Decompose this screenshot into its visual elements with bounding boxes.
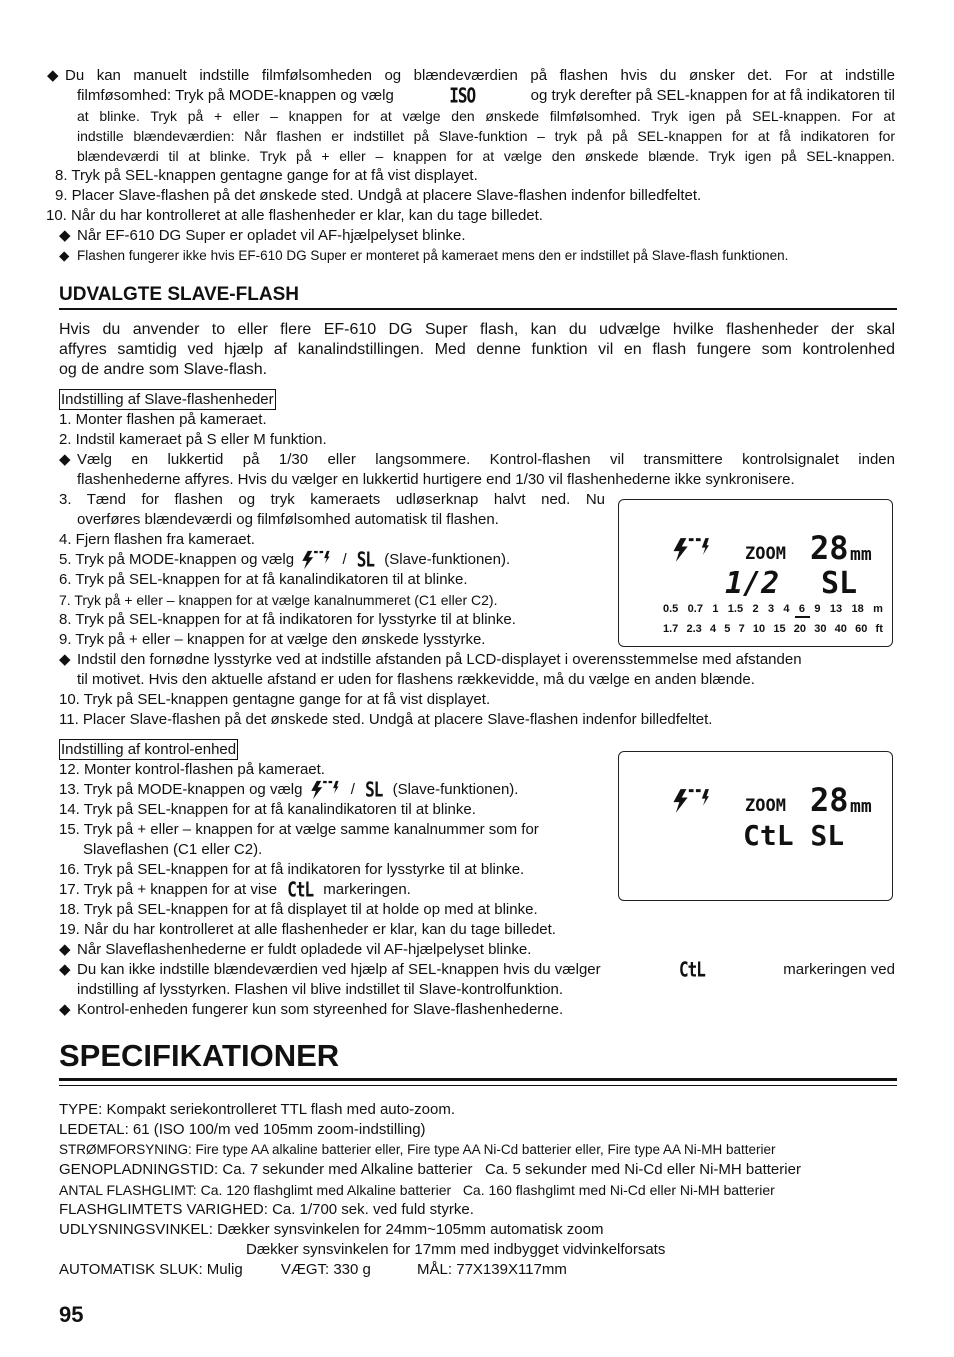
control-step-17: 17. Tryk på + knappen for at vise CtL markeringen. [59, 877, 411, 902]
slave-step-1: 1. Monter flashen på kameraet. [59, 411, 267, 428]
sl-display-glyph: SL [356, 547, 375, 572]
slave-step-2: 2. Indstil kameraet på S eller M funktion. [59, 431, 327, 448]
spec-power: STRØMFORSYNING: Fire type AA alkaline batterier eller, Fire type AA Ni-Cd batterier eller, Fire type AA Ni-MH batterier [59, 1142, 776, 1158]
diamond-bullet-icon: ◆ [59, 451, 71, 468]
feet-scale-value: 60 [855, 623, 868, 635]
meter-scale-value: 1.5 [727, 603, 744, 615]
spec-weight: VÆGT: 330 g [280, 1261, 371, 1279]
section-para-line1: Hvis du anvender to eller flere EF-610 DG Super flash, kan du udvælge hvilke flashenheder der skal [59, 321, 895, 338]
mode-indicator: SL [821, 566, 858, 601]
feet-scale-value: 15 [773, 623, 786, 635]
meter-scale-value: 13 [829, 603, 843, 615]
spec-angle-line1: UDLYSNINGSVINKEL: Dækker synsvinkelen for 24mm~105mm automatisk zoom [59, 1221, 604, 1239]
spec-misc [59, 1260, 895, 1280]
ctl-display-glyph: CtL [678, 957, 705, 982]
step-10: 10. Når du har kontrolleret at alle flashenheder er klar, kan du tage billedet. [46, 207, 543, 224]
slave-step-8: 8. Tryk på SEL-knappen for at få indikatoren for lysstyrke til at blinke. [59, 611, 516, 629]
diamond-bullet-icon: ◆ [59, 248, 70, 263]
control-mode-indicator: CtL SL [743, 819, 845, 852]
intro-note-1: ◆ Når EF-610 DG Super er opladet vil AF-hjælpelyset blinke. [59, 227, 466, 244]
feet-scale-value: 2.3 [686, 623, 702, 635]
mm-label: mm [850, 796, 872, 817]
step-9: 9. Placer Slave-flashen på det ønskede sted. Undgå at placere Slave-flashen indenfor billedfeltet. [55, 187, 702, 204]
meter-scale-value: 18 [851, 603, 864, 615]
slave-step-7: 7. Tryk på + eller – knappen for at vælge kanalnummeret (C1 eller C2). [59, 592, 498, 609]
slave-step-11: 11. Placer Slave-flashen på det ønskede sted. Undgå at placere Slave-flashen indenfor billedfeltet. [59, 711, 713, 729]
spec-duration: FLASHGLIMTETS VARIGHED: Ca. 1/700 sek. ved fuld styrke. [59, 1201, 474, 1219]
slave-step-3-line1: 3. Tænd for flashen og tryk kameraets udløserknap halvt ned. Nu [59, 491, 605, 508]
feet-scale-value: 30 [814, 623, 827, 635]
feet-scale-value: 40 [834, 623, 847, 635]
control-bullet-2-line2: indstilling af lysstyrken. Flashen vil blive indstillet til Slave-kontrolfunktion. [77, 981, 564, 999]
meter-scale-value: 1 [712, 603, 719, 615]
title-rule [59, 1078, 897, 1086]
meter-scale-value: 4 [783, 603, 790, 615]
output-level: 1/2 [725, 566, 780, 601]
zoom-value: 28 [810, 529, 849, 567]
control-step-13: 13. Tryk på MODE-knappen og vælg / SL (Slave-funktionen). [59, 777, 519, 802]
slave-bullet-2-line2: til motivet. Hvis den aktuelle afstand er uden for flashens rækkevidde, må du vælge en anden blænde. [77, 671, 755, 689]
slave-step-6: 6. Tryk på SEL-knappen for at få kanalindikatoren til at blinke. [59, 571, 468, 589]
slave-heading: Indstilling af Slave-flashenheder [61, 391, 274, 408]
control-bullet-3: ◆ Kontrol-enheden fungerer kun som styreenhed for Slave-flashenhederne. [59, 1001, 564, 1019]
step-8: 8. Tryk på SEL-knappen gentagne gange for at få vist displayet. [55, 167, 478, 184]
zoom-label: ZOOM [745, 796, 786, 816]
zoom-value: 28 [810, 781, 849, 819]
diamond-bullet-icon: ◆ [59, 651, 71, 669]
meter-scale-value: m [873, 603, 883, 615]
zoom-label: ZOOM [745, 544, 786, 564]
diamond-bullet-icon: ◆ [47, 67, 59, 84]
feet-scale-value: 4 [709, 623, 717, 635]
slave-flash-bolt-icon [307, 780, 341, 800]
meter-scale-value: 2 [752, 603, 759, 615]
control-step-14: 14. Tryk på SEL-knappen for at få kanalindikatoren til at blinke. [59, 801, 476, 819]
slave-flash-bolt-icon [667, 788, 713, 814]
slave-step-9: 9. Tryk på + eller – knappen for at vælge den ønskede lysstyrke. [59, 631, 486, 649]
spec-angle-line2: Dækker synsvinkelen for 17mm med indbygget vidvinkelforsats [246, 1241, 666, 1259]
control-step-16: 16. Tryk på SEL-knappen for at få indikatoren for lysstyrke til at blinke. [59, 861, 525, 879]
control-bullet-2-line1: ◆ Du kan ikke indstille blændeværdien ved hjælp af SEL-knappen hvis du vælger CtL markeringen ved [59, 957, 895, 982]
slave-bullet-2-line1: ◆ Indstil den fornødne lysstyrke ved at indstille afstanden på LCD-displayet i overensstemmelse med afstanden [59, 651, 802, 669]
lcd-display-control [618, 751, 893, 901]
control-heading: Indstilling af kontrol-enhed [61, 741, 237, 759]
control-step-15-line1: 15. Tryk på + eller – knappen for at vælge samme kanalnummer som for [59, 821, 539, 839]
section-title: UDVALGTE SLAVE-FLASH [59, 284, 897, 310]
meter-scale-value: 9 [814, 603, 821, 615]
diamond-bullet-icon: ◆ [59, 227, 71, 244]
feet-scale-value: 1.7 [663, 623, 679, 635]
spec-type: TYPE: Kompakt seriekontrolleret TTL flash med auto-zoom. [59, 1101, 455, 1119]
meter-scale-value: 0.7 [687, 603, 703, 615]
intro-bullet-1-line4: indstille blændeværdien: Når flashen er indstillet på Slave-funktion – tryk på på SEL-knappen for at få indikatoren for [77, 128, 895, 144]
iso-display-glyph: ISO [449, 83, 476, 108]
sl-display-glyph: SL [365, 777, 383, 802]
feet-scale-value: 10 [752, 623, 766, 635]
feet-scale-value: 5 [724, 623, 731, 635]
slave-flash-bolt-icon [298, 550, 332, 570]
control-step-19: 19. Når du har kontrolleret at alle flashenheder er klar, kan du tage billedet. [59, 921, 556, 939]
specs-title: SPECIFIKATIONER [59, 1038, 340, 1074]
meter-scale-value: 0.5 [663, 603, 679, 615]
slave-step-3-line2: overføres blændeværdi og filmfølsomhed automatisk til flashen. [77, 511, 499, 528]
meter-scale-value: 3 [767, 603, 775, 615]
ctl-display-glyph: CtL [287, 877, 314, 902]
mm-label: mm [850, 544, 872, 565]
feet-scale-value: 20 [793, 623, 807, 635]
control-step-18: 18. Tryk på SEL-knappen for at få displayet til at holde op med at blinke. [59, 901, 538, 919]
spec-auto-off: AUTOMATISK SLUK: Mulig [59, 1261, 243, 1279]
section-para-line2: affyres samtidig ved hjælp af kanalindstillingen. Med denne funktion vil en flash fungere som kontrolenhed [59, 341, 895, 358]
intro-bullet-1-line2: filmføsomhed: Tryk på MODE-knappen og vælg ISO og tryk derefter på SEL-knappen for at få indikatoren til [77, 83, 895, 108]
control-bullet-1: ◆ Når Slaveflashenhederne er fuldt opladede vil AF-hjælpelyset blinke. [59, 941, 532, 959]
distance-marker [795, 616, 810, 618]
feet-scale-value: ft [875, 623, 883, 635]
spec-guide-number: LEDETAL: 61 (ISO 100/m ved 105mm zoom-indstilling) [59, 1121, 426, 1139]
intro-note-2: ◆ Flashen fungerer ikke hvis EF-610 DG Super er monteret på kameraet mens den er indstillet på Slave-flash funktionen. [59, 246, 895, 266]
slave-step-10: 10. Tryk på SEL-knappen gentagne gange for at få vist displayet. [59, 691, 491, 709]
intro-bullet-1-line1: ◆ Du kan manuelt indstille filmfølsomheden og blændeværdien på flashen hvis du ønsker det. For at indstille [47, 67, 895, 84]
feet-scale-value: 7 [738, 623, 745, 635]
spec-flashes: ANTAL FLASHGLIMT: Ca. 120 flashglimt med Alkaline batterier Ca. 160 flashglimt med Ni-Cd eller Ni-MH batterier [59, 1182, 775, 1199]
diamond-bullet-icon: ◆ [59, 941, 71, 959]
lcd-display-slave [618, 499, 893, 647]
page-number: 95 [59, 1302, 84, 1327]
diamond-bullet-icon: ◆ [59, 1001, 71, 1019]
section-para-line3: og de andre som Slave-flash. [59, 361, 268, 378]
slave-bullet-1-line1: ◆ Vælg en lukkertid på 1/30 eller langsommere. Kontrol-flashen vil transmittere kontrolsignalet inden [59, 451, 895, 468]
diamond-bullet-icon: ◆ [59, 961, 71, 979]
feet-scale [663, 623, 883, 635]
intro-bullet-1-line3: at blinke. Tryk på + eller – knappen for at vælge den ønskede filmfølsomhed. Tryk igen på SEL-knappen. For at [77, 108, 895, 124]
meter-scale [663, 603, 883, 615]
slave-step-4: 4. Fjern flashen fra kameraet. [59, 531, 255, 548]
slave-flash-bolt-icon [667, 537, 713, 563]
control-step-12: 12. Monter kontrol-flashen på kameraet. [59, 761, 325, 779]
control-step-15-line2: Slaveflashen (C1 eller C2). [83, 841, 263, 859]
slave-step-5: 5. Tryk på MODE-knappen og vælg / SL (Slave-funktionen). [59, 547, 511, 572]
slave-bullet-1-line2: flashenhederne affyres. Hvis du vælger en lukkertid hurtigere end 1/30 vil flashenhederne ikke synkronisere. [77, 471, 795, 488]
document-page [46, 66, 895, 1280]
spec-recycle: GENOPLADNINGSTID: Ca. 7 sekunder med Alkaline batterier Ca. 5 sekunder med Ni-Cd eller Ni-MH batterier [59, 1161, 801, 1179]
meter-scale-value: 6 [798, 603, 806, 615]
intro-bullet-1-line5: blændeværdi til at blinke. Tryk på + eller – knappen for at vælge den ønskede blænde. Tryk igen på SEL-knappen. [77, 148, 895, 164]
spec-size: MÅL: 77X139X117mm [417, 1261, 567, 1279]
